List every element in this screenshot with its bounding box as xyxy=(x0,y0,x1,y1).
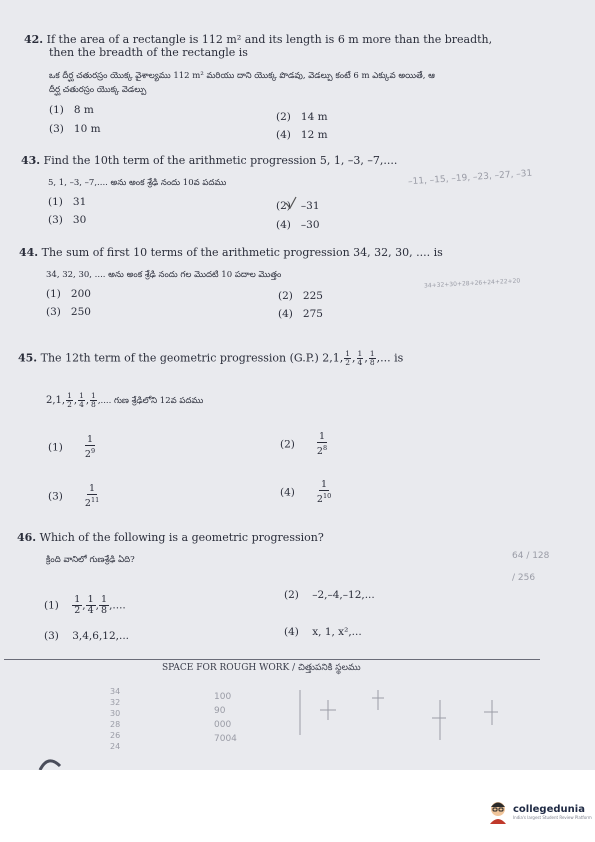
fraction: $\frac{1}{2}$ xyxy=(67,391,72,409)
pen-stroke xyxy=(320,700,336,720)
question-number: 45. xyxy=(18,351,38,365)
telugu-suffix: ,.... గుణ శ్రేఢిలోని 12వ పదము xyxy=(97,396,204,406)
option-label: (3) xyxy=(48,490,63,503)
handwritten-note: –11, –15, –19, –23, –27, –31 xyxy=(407,168,533,188)
rough-mark: 90 xyxy=(214,706,226,716)
option-label: (3) xyxy=(49,123,64,135)
brand-name: collegedunia xyxy=(513,804,585,815)
question-text-line2: then the breadth of the rectangle is xyxy=(49,46,248,59)
fraction: $\frac{1}{8}$ xyxy=(91,391,96,409)
option-label: (1) xyxy=(49,104,64,116)
telugu-text-line1: ఒక దీర్ఘ చతురస్రం యొక్క వైశాల్యము 112 m² మరియు దాని యొక్క పొడవు, వెడల్పు కంటే 6 m ఎక్కువ అయితే, ఆ xyxy=(49,71,435,81)
fraction: $\frac{1}{8}$ xyxy=(101,594,108,616)
brand-text xyxy=(513,804,592,820)
option-label: (4) xyxy=(276,129,291,141)
student-avatar-icon xyxy=(487,800,509,824)
question-text: Which of the following is a geometric progression? xyxy=(39,531,324,544)
question-45: 45. The 12th term of the geometric progression (G.P.) 2,1, $\frac{1}{2}$ , $\frac{1}{4}$ , $\frac{1}{8}$ ,... is xyxy=(18,349,404,367)
option-value: –30 xyxy=(300,219,320,231)
exponent: 11 xyxy=(90,496,100,504)
handwritten-note: 34+32+30+28+26+24+22+20 xyxy=(423,277,521,290)
question-text: The 12th term of the geometric progression (G.P.) xyxy=(40,351,319,365)
option-value: 10 m xyxy=(73,123,101,135)
fraction: $\frac{1}{2}$ xyxy=(345,349,351,367)
option-label: (3) xyxy=(48,214,63,226)
fraction: $\frac{1}{8}$ xyxy=(369,349,375,367)
option-label: (3) xyxy=(46,306,61,318)
option-label: (4) xyxy=(278,308,293,320)
base: 2 xyxy=(316,494,323,506)
telugu-text: 5, 1, –3, –7,.... అను అంక శ్రేఢి నందు 10వ పదము xyxy=(48,178,227,188)
rough-mark: 7004 xyxy=(214,734,237,744)
option-value: 225 xyxy=(302,290,323,302)
option-label: (2) xyxy=(276,200,291,212)
option-value: 200 xyxy=(70,288,91,300)
fraction: $\frac{1}{4}$ xyxy=(87,594,94,616)
rough-mark: 34 xyxy=(110,687,121,696)
option-value: 250 xyxy=(70,306,91,318)
pen-stroke xyxy=(484,700,498,725)
option-1[interactable]: (1) $\frac{1}{2}$ , $\frac{1}{4}$ , $\frac{1}{8}$ ,.... xyxy=(44,594,126,616)
telugu-text: 34, 32, 30, .... అను అంక శ్రేఢి నందు గల మొదటి 10 పదాల మొత్తం xyxy=(46,270,282,280)
option-value: 14 m xyxy=(300,111,328,123)
option-label: (2) xyxy=(284,589,299,601)
numerator: 1 xyxy=(318,431,326,442)
rough-mark: 000 xyxy=(214,720,232,730)
sequence-end: ,... is xyxy=(376,351,404,365)
brand-tagline: India's largest Student Review Platform xyxy=(513,815,592,820)
option-label: (4) xyxy=(280,486,295,499)
numerator: 1 xyxy=(321,479,328,490)
option-value: 30 xyxy=(72,214,87,226)
rough-mark: 30 xyxy=(110,709,121,718)
option-label: (1) xyxy=(48,196,63,208)
fraction: $\frac{1}{4}$ xyxy=(79,391,84,409)
base: 2 xyxy=(84,498,91,510)
numerator: 1 xyxy=(86,434,94,445)
option-value: ,.... xyxy=(109,599,126,612)
option-label: (3) xyxy=(44,630,59,642)
option-value: 275 xyxy=(302,308,323,320)
telugu-text-line2: దీర్ఘ చతురస్రం యొక్క వెడల్పు xyxy=(49,85,147,95)
option-value: –2,–4,–12,... xyxy=(312,589,375,601)
exponent: 10 xyxy=(322,492,332,500)
rough-mark: 28 xyxy=(110,720,121,729)
brand-logo[interactable] xyxy=(487,800,592,824)
rough-mark: 26 xyxy=(110,731,121,740)
fraction: $\frac{1}{4}$ xyxy=(357,349,363,367)
rough-mark: 24 xyxy=(110,742,121,751)
question-number: 42. xyxy=(24,33,44,46)
option-label: (2) xyxy=(278,290,293,302)
handwritten-note: 64 / 128 / 256 xyxy=(512,551,550,583)
numerator: 1 xyxy=(89,483,96,494)
rough-mark: 32 xyxy=(110,698,121,707)
option-label: (1) xyxy=(46,288,61,300)
option-label: (2) xyxy=(276,111,291,123)
option-label: (2) xyxy=(280,438,295,451)
option-label: (1) xyxy=(44,599,59,612)
fraction: $\frac{1}{2}$ xyxy=(74,594,81,616)
option-value: 3,4,6,12,... xyxy=(72,630,129,642)
sequence-start: 2,1, xyxy=(46,395,66,406)
base: 2 xyxy=(84,449,91,461)
pen-stroke xyxy=(372,690,384,710)
question-number: 44. xyxy=(19,246,39,259)
option-value: 12 m xyxy=(300,129,328,141)
rough-work-title: SPACE FOR ROUGH WORK / చిత్తుపనికి స్థలము xyxy=(162,663,361,673)
option-value: 8 m xyxy=(73,104,94,116)
telugu-text: 2,1, $\frac{1}{2}$ , $\frac{1}{4}$ , $\frac{1}{8}$ ,.... గుణ శ్రేఢిలోని 12వ పదము xyxy=(46,391,204,409)
pen-stroke xyxy=(432,700,446,740)
option-label: (4) xyxy=(276,219,291,231)
exponent: 9 xyxy=(90,447,96,455)
option-label: (4) xyxy=(284,626,299,638)
option-label: (1) xyxy=(48,441,63,454)
pen-stroke xyxy=(40,761,60,770)
exponent: 8 xyxy=(322,444,328,452)
question-text-line1: If the area of a rectangle is 112 m² and its length is 6 m more than the breadth, xyxy=(46,33,493,46)
base: 2 xyxy=(316,446,323,458)
rough-mark: 100 xyxy=(214,692,232,702)
option-value: 31 xyxy=(72,196,87,208)
option-value: x, 1, x²,... xyxy=(312,626,362,638)
option-value: –31 xyxy=(300,200,320,212)
telugu-text: క్రింది వానిలో గుణశ్రేఢి ఏది? xyxy=(46,555,135,565)
question-text: The sum of first 10 terms of the arithmetic progression 34, 32, 30, .... is xyxy=(41,246,443,259)
question-text: Find the 10th term of the arithmetic progression 5, 1, –3, –7,.... xyxy=(43,154,398,167)
sequence-start: 2,1, xyxy=(322,351,344,365)
question-number: 46. xyxy=(17,531,37,544)
question-number: 43. xyxy=(21,154,41,167)
